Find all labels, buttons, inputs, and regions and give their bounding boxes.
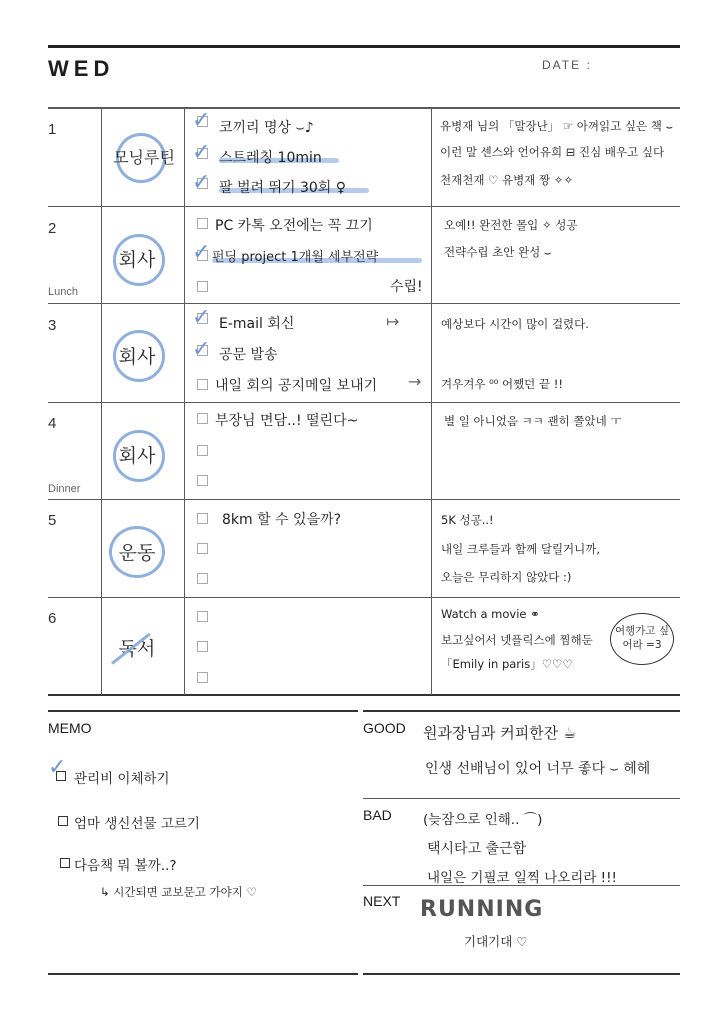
row-tag: 운동 <box>118 542 156 564</box>
task-text: 팔 벌려 뛰기 30회 ♀ <box>219 180 347 196</box>
memo-label: MEMO <box>48 720 92 736</box>
grid-line <box>48 499 680 500</box>
note-text: 천재천재 ♡ 유병재 짱 ✧✧ <box>440 173 574 187</box>
arrow-icon: → <box>408 372 422 391</box>
task-text: 코끼리 명상 ⌣♪ <box>219 120 314 136</box>
row-number: 4 <box>48 415 57 432</box>
check-icon: ✓ <box>192 305 211 330</box>
row-sublabel: Lunch <box>48 286 78 298</box>
row-number: 1 <box>48 121 57 138</box>
note-text: 겨우겨우 ⁰⁰ 어쨌던 끝 !! <box>441 377 563 391</box>
row-number: 3 <box>48 317 57 334</box>
grid-col <box>101 107 102 695</box>
section-rule <box>363 710 680 712</box>
next-line: 기대기대 ♡ <box>464 934 528 949</box>
memo-checkbox[interactable] <box>60 858 70 868</box>
good-line: 인생 선배님이 있어 너무 좋다 ⌣ 헤헤 <box>425 761 651 777</box>
task-checkbox[interactable] <box>197 413 208 424</box>
note-text: 이런 말 센스와 언어유희 ⊟ 진심 배우고 싶다 <box>440 145 665 159</box>
check-icon: ✓ <box>192 240 211 265</box>
note-text: 예상보다 시간이 많이 걸렸다. <box>441 317 589 331</box>
task-text: E-mail 회신 <box>219 316 295 332</box>
speech-bubble: 여행가고 싶어라 =3 <box>610 613 674 665</box>
row-tag: 회사 <box>118 249 156 271</box>
task-checkbox[interactable] <box>197 513 208 524</box>
task-text: 내일 회의 공지메일 보내기 <box>215 378 378 394</box>
row-tag: 회사 <box>118 445 156 467</box>
grid-line <box>48 303 680 304</box>
task-text: 8km 할 수 있을까? <box>222 512 342 528</box>
task-checkbox[interactable] <box>197 611 208 622</box>
section-rule <box>363 798 680 799</box>
task-text: 스트레칭 10min <box>219 150 322 166</box>
date-label: DATE : <box>542 58 592 72</box>
section-rule <box>48 973 358 975</box>
task-checkbox[interactable] <box>197 641 208 652</box>
note-text: 전략수립 초안 완성 ⌣ <box>444 245 552 259</box>
task-checkbox[interactable] <box>197 218 208 229</box>
memo-item: 엄마 생신선물 고르기 <box>74 816 200 832</box>
good-line: 원과장님과 커피한잔 ☕ <box>423 724 577 742</box>
task-text: PC 카톡 오전에는 꼭 끄기 <box>215 218 373 234</box>
check-icon: ✓ <box>192 170 211 195</box>
task-checkbox[interactable] <box>197 445 208 456</box>
note-text: 오예!! 완전한 몰입 ✧ 성공 <box>444 218 578 232</box>
memo-item: 다음책 뭐 볼까..? <box>74 858 177 874</box>
note-text: 별 일 아니었음 ㅋㅋ 괜히 쫄았네 ㅜ <box>444 414 622 428</box>
row-sublabel: Dinner <box>48 483 81 495</box>
memo-item: 관리비 이체하기 <box>74 771 170 787</box>
row-tag: 회사 <box>118 346 156 368</box>
row-tag: 모닝루틴 <box>113 148 175 167</box>
task-checkbox[interactable] <box>197 379 208 390</box>
row-tag: 독서 <box>118 638 156 660</box>
grid-line <box>48 402 680 403</box>
note-text: 「Emily in paris」♡♡♡ <box>441 657 573 671</box>
task-checkbox[interactable] <box>197 475 208 486</box>
task-checkbox[interactable] <box>197 573 208 584</box>
bad-label: BAD <box>363 807 392 823</box>
task-text-continued: 수립! <box>390 279 423 295</box>
row-number: 5 <box>48 512 57 529</box>
note-text: 오늘은 무리하지 않았다 :) <box>441 570 572 584</box>
grid-line <box>48 206 680 207</box>
next-label: NEXT <box>363 893 401 909</box>
task-text: 공문 발송 <box>219 347 278 363</box>
task-checkbox[interactable] <box>197 281 208 292</box>
task-checkbox[interactable] <box>197 672 208 683</box>
note-text: 내일 크루들과 함께 달릴거니까, <box>441 542 601 556</box>
grid-col <box>184 107 185 695</box>
bad-line: 내일은 기필코 일찍 나오리라 !!! <box>427 870 617 886</box>
section-rule <box>363 973 680 975</box>
good-label: GOOD <box>363 720 406 736</box>
next-highlight: RUNNING <box>420 897 544 922</box>
top-rule <box>48 45 680 48</box>
check-icon: ✓ <box>192 337 211 362</box>
memo-checkbox[interactable] <box>58 816 68 826</box>
task-text: 펀딩 project 1개월 세부전략 <box>212 250 379 265</box>
day-label: WED <box>48 56 115 81</box>
check-icon: ✓ <box>48 755 67 780</box>
grid-line <box>48 694 680 696</box>
grid-col <box>431 107 432 695</box>
check-icon: ✓ <box>192 108 211 133</box>
bad-line: 택시타고 출근함 <box>427 841 527 857</box>
row-number: 6 <box>48 610 57 627</box>
bad-line: (늦잠으로 인해.. ⌒) <box>423 812 543 828</box>
task-checkbox[interactable] <box>197 543 208 554</box>
task-text: 부장님 면담..! 떨린다~ <box>215 413 359 429</box>
check-icon: ✓ <box>192 140 211 165</box>
note-text: 5K 성공..! <box>441 513 494 527</box>
note-text: 보고싶어서 넷플릭스에 찜해둔 <box>441 633 593 647</box>
arrow-icon: ↦ <box>386 312 400 331</box>
section-rule <box>48 710 358 712</box>
memo-subnote: ↳ 시간되면 교보문고 가야지 ♡ <box>100 885 257 899</box>
grid-line <box>48 107 680 109</box>
row-number: 2 <box>48 220 57 237</box>
grid-line <box>48 597 680 598</box>
note-text: 유병재 님의 「말장난」 ☞ 아껴읽고 싶은 책 ⌣ <box>440 119 674 133</box>
note-text: Watch a movie ⚭ <box>441 607 540 621</box>
